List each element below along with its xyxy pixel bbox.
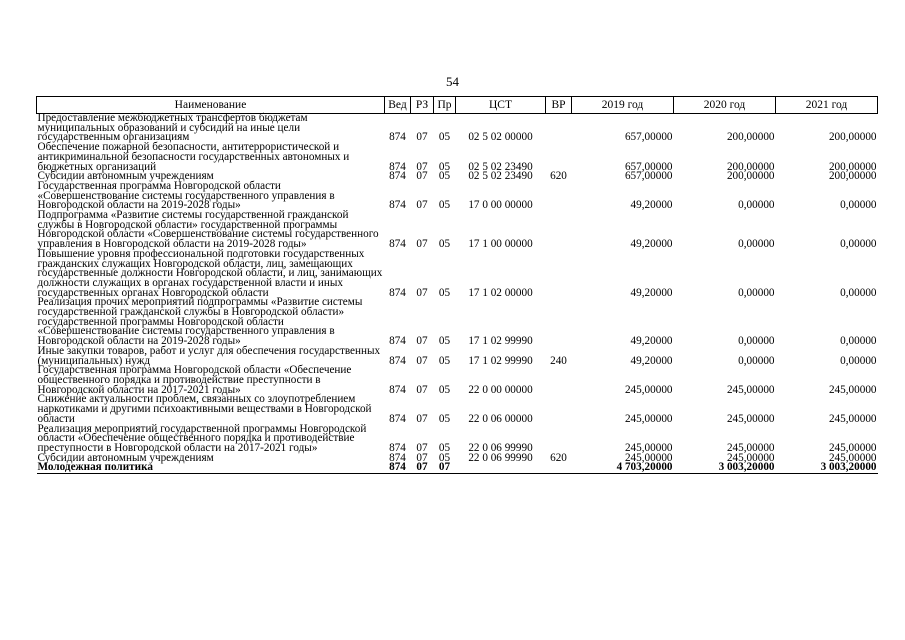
cell-rz: 07 — [416, 383, 428, 396]
cell-pr: 05 — [438, 354, 451, 367]
page-number: 54 — [446, 74, 459, 89]
cell-2019: 657,00000 — [624, 131, 673, 144]
cell-pr: 07 — [438, 461, 451, 474]
header-vr: ВР — [546, 97, 572, 114]
table-row — [37, 143, 878, 172]
cell-rz: 07 — [416, 160, 428, 173]
cell-pr: 05 — [438, 335, 451, 348]
cell-2020: 3 003,20000 — [718, 461, 775, 474]
cell-ved: 874 — [389, 160, 406, 173]
cell-vr — [546, 463, 572, 473]
cell-2019: 4 703,20000 — [616, 461, 673, 474]
cell-2020: 245,00000 — [726, 441, 775, 454]
cell-ved: 874 — [389, 170, 406, 183]
cell-2021: 245,00000 — [828, 441, 877, 454]
cell-2020: 0,00000 — [738, 335, 775, 348]
cell-cst: 02 5 02 23490 — [468, 170, 533, 183]
cell-2021: 0,00000 — [840, 199, 877, 212]
cell-cst: 17 1 00 00000 — [468, 238, 533, 251]
cell-2019: 245,00000 — [624, 441, 673, 454]
cell-2021: 0,00000 — [840, 335, 877, 348]
table-row — [37, 463, 878, 473]
cell-2020: 0,00000 — [738, 354, 775, 367]
cell-name: Иные закупки товаров, работ и услуг для обеспечения государственных (муниципальных) нужд — [37, 344, 381, 367]
cell-rz: 07 — [416, 354, 428, 367]
table-row — [37, 425, 878, 454]
cell-cst: 17 1 02 99990 — [468, 354, 533, 367]
cell-vr — [546, 211, 572, 250]
cell-cst: 02 5 02 23490 — [468, 160, 533, 173]
cell-vr: 620 — [550, 451, 567, 464]
cell-2019: 49,20000 — [630, 238, 673, 251]
cell-cst — [456, 463, 546, 473]
cell-cst: 17 1 02 99990 — [468, 335, 533, 348]
cell-2021: 0,00000 — [840, 238, 877, 251]
cell-vr — [546, 366, 572, 395]
cell-name: Государственная программа Новгородской области «Обеспечение общественного порядка и противодействие преступности в Новгородской области на 2017-2021 годы» — [37, 364, 352, 396]
cell-2020: 0,00000 — [738, 286, 775, 299]
cell-2020: 0,00000 — [738, 199, 775, 212]
cell-rz: 07 — [416, 199, 428, 212]
table-row — [37, 298, 878, 347]
cell-2020: 200,00000 — [726, 131, 775, 144]
cell-2021: 200,00000 — [828, 160, 877, 173]
cell-name: Реализация мероприятий государственной программы Новгородской области «Обеспечение общественного порядка и противодействие преступности в Новгородской области на 2017-2021 годы» — [37, 422, 367, 454]
cell-2019: 49,20000 — [630, 354, 673, 367]
cell-name: Субсидии автономным учреждениям — [37, 451, 214, 464]
table-row — [37, 395, 878, 424]
cell-rz: 07 — [416, 451, 428, 464]
header-name: Наименование — [37, 97, 385, 114]
cell-vr — [546, 425, 572, 454]
cell-2021: 3 003,20000 — [820, 461, 877, 474]
cell-vr — [546, 298, 572, 347]
cell-ved: 874 — [389, 286, 406, 299]
cell-name: Молодежная политика — [37, 461, 153, 474]
cell-cst: 22 0 00 00000 — [468, 383, 533, 396]
cell-2019: 49,20000 — [630, 199, 673, 212]
table-row — [37, 366, 878, 395]
cell-cst: 02 5 02 00000 — [468, 131, 533, 144]
cell-name: Снижение актуальности проблем, связанных со злоупотреблением наркотиками и другими психоактивными веществами в Новгородской области — [37, 393, 372, 425]
cell-2019: 49,20000 — [630, 286, 673, 299]
cell-cst: 22 0 06 99990 — [468, 451, 533, 464]
cell-2021: 200,00000 — [828, 170, 877, 183]
cell-rz: 07 — [416, 461, 428, 474]
table-row — [37, 114, 878, 144]
cell-pr: 05 — [438, 170, 451, 183]
table-body — [37, 114, 878, 474]
cell-pr: 05 — [438, 383, 451, 396]
cell-rz: 07 — [416, 412, 428, 425]
cell-rz: 07 — [416, 441, 428, 454]
cell-name: Реализация прочих мероприятий подпрограммы «Развитие системы государственной гражданской службы в Новгородской области» государственной программы Новгородской области «Совершенствование системы государственного управления в Новгородской области на 2019-2028 годы» — [37, 296, 363, 348]
cell-pr: 05 — [438, 199, 451, 212]
cell-pr: 05 — [438, 160, 451, 173]
table-row — [37, 211, 878, 250]
header-2019: 2019 год — [572, 97, 674, 114]
cell-pr: 05 — [438, 441, 451, 454]
cell-rz: 07 — [416, 131, 428, 144]
cell-ved: 874 — [389, 451, 406, 464]
cell-name: Субсидии автономным учреждениям — [37, 170, 214, 183]
cell-pr: 05 — [438, 412, 451, 425]
budget-table — [36, 96, 878, 474]
header-2021: 2021 год — [776, 97, 878, 114]
cell-vr — [546, 395, 572, 424]
cell-ved: 874 — [389, 461, 406, 474]
cell-ved: 874 — [389, 412, 406, 425]
cell-rz: 07 — [416, 286, 428, 299]
cell-2021: 0,00000 — [840, 354, 877, 367]
table-header-row — [37, 97, 878, 114]
cell-pr: 05 — [438, 286, 451, 299]
cell-pr: 05 — [438, 451, 451, 464]
cell-cst: 17 1 02 00000 — [468, 286, 533, 299]
cell-2021: 245,00000 — [828, 383, 877, 396]
table-row — [37, 182, 878, 211]
cell-2020: 245,00000 — [726, 451, 775, 464]
cell-ved: 874 — [389, 335, 406, 348]
cell-2020: 200,00000 — [726, 160, 775, 173]
cell-2019: 49,20000 — [630, 335, 673, 348]
header-rz: РЗ — [411, 97, 434, 114]
cell-rz: 07 — [416, 170, 428, 183]
cell-2021: 200,00000 — [828, 131, 877, 144]
cell-2019: 657,00000 — [624, 160, 673, 173]
cell-vr: 240 — [550, 354, 567, 367]
cell-2020: 200,00000 — [726, 170, 775, 183]
cell-name: Государственная программа Новгородской области «Совершенствование системы государственного управления в Новгородской области на 2019-2028 годы» — [37, 179, 335, 212]
cell-ved: 874 — [389, 383, 406, 396]
cell-pr: 05 — [438, 238, 451, 251]
header-cst: ЦСТ — [456, 97, 546, 114]
cell-vr: 620 — [550, 170, 567, 183]
cell-ved: 874 — [389, 238, 406, 251]
cell-2020: 245,00000 — [726, 412, 775, 425]
cell-2021: 245,00000 — [828, 412, 877, 425]
table-row — [37, 250, 878, 299]
cell-2021: 245,00000 — [828, 451, 877, 464]
cell-ved: 874 — [389, 354, 406, 367]
cell-name: Предоставление межбюджетных трансфертов бюджетам муниципальных образований и субсидий на иные цели государственным организациям — [37, 112, 308, 144]
cell-cst: 22 0 06 99990 — [468, 441, 533, 454]
cell-vr — [546, 114, 572, 144]
cell-vr — [546, 250, 572, 299]
cell-cst: 17 0 00 00000 — [468, 199, 533, 212]
cell-2020: 0,00000 — [738, 238, 775, 251]
header-pr: Пр — [434, 97, 456, 114]
cell-ved: 874 — [389, 441, 406, 454]
cell-pr: 05 — [438, 131, 451, 144]
header-2020: 2020 год — [674, 97, 776, 114]
cell-vr — [546, 182, 572, 211]
cell-ved: 874 — [389, 199, 406, 212]
cell-name: Обеспечение пожарной безопасности, антитеррористической и антикриминальной безопасности государственных автономных и бюджетных организаций — [37, 141, 350, 173]
cell-2019: 245,00000 — [624, 412, 673, 425]
cell-2021: 0,00000 — [840, 286, 877, 299]
cell-cst: 22 0 06 00000 — [468, 412, 533, 425]
cell-ved: 874 — [389, 131, 406, 144]
cell-2019: 657,00000 — [624, 170, 673, 183]
cell-2019: 245,00000 — [624, 383, 673, 396]
header-ved: Вед — [385, 97, 411, 114]
cell-2020: 245,00000 — [726, 383, 775, 396]
cell-rz: 07 — [416, 238, 428, 251]
cell-vr — [546, 143, 572, 172]
cell-name: Подпрограмма «Развитие системы государственной гражданской службы в Новгородской области» государственной программы Новгородской области «Совершенствование системы государственного управления в Новгородской области на 2019-2028 годы» — [37, 209, 379, 251]
cell-name: Повышение уровня профессиональной подготовки государственных гражданских служащих Новгородской области, лиц, замещающих государственные должности Новгородской области, и лиц, занимающих должности служащих в органах государственной власти и иных государственных органах Новгородской области — [37, 247, 383, 299]
cell-rz: 07 — [416, 335, 428, 348]
cell-2019: 245,00000 — [624, 451, 673, 464]
